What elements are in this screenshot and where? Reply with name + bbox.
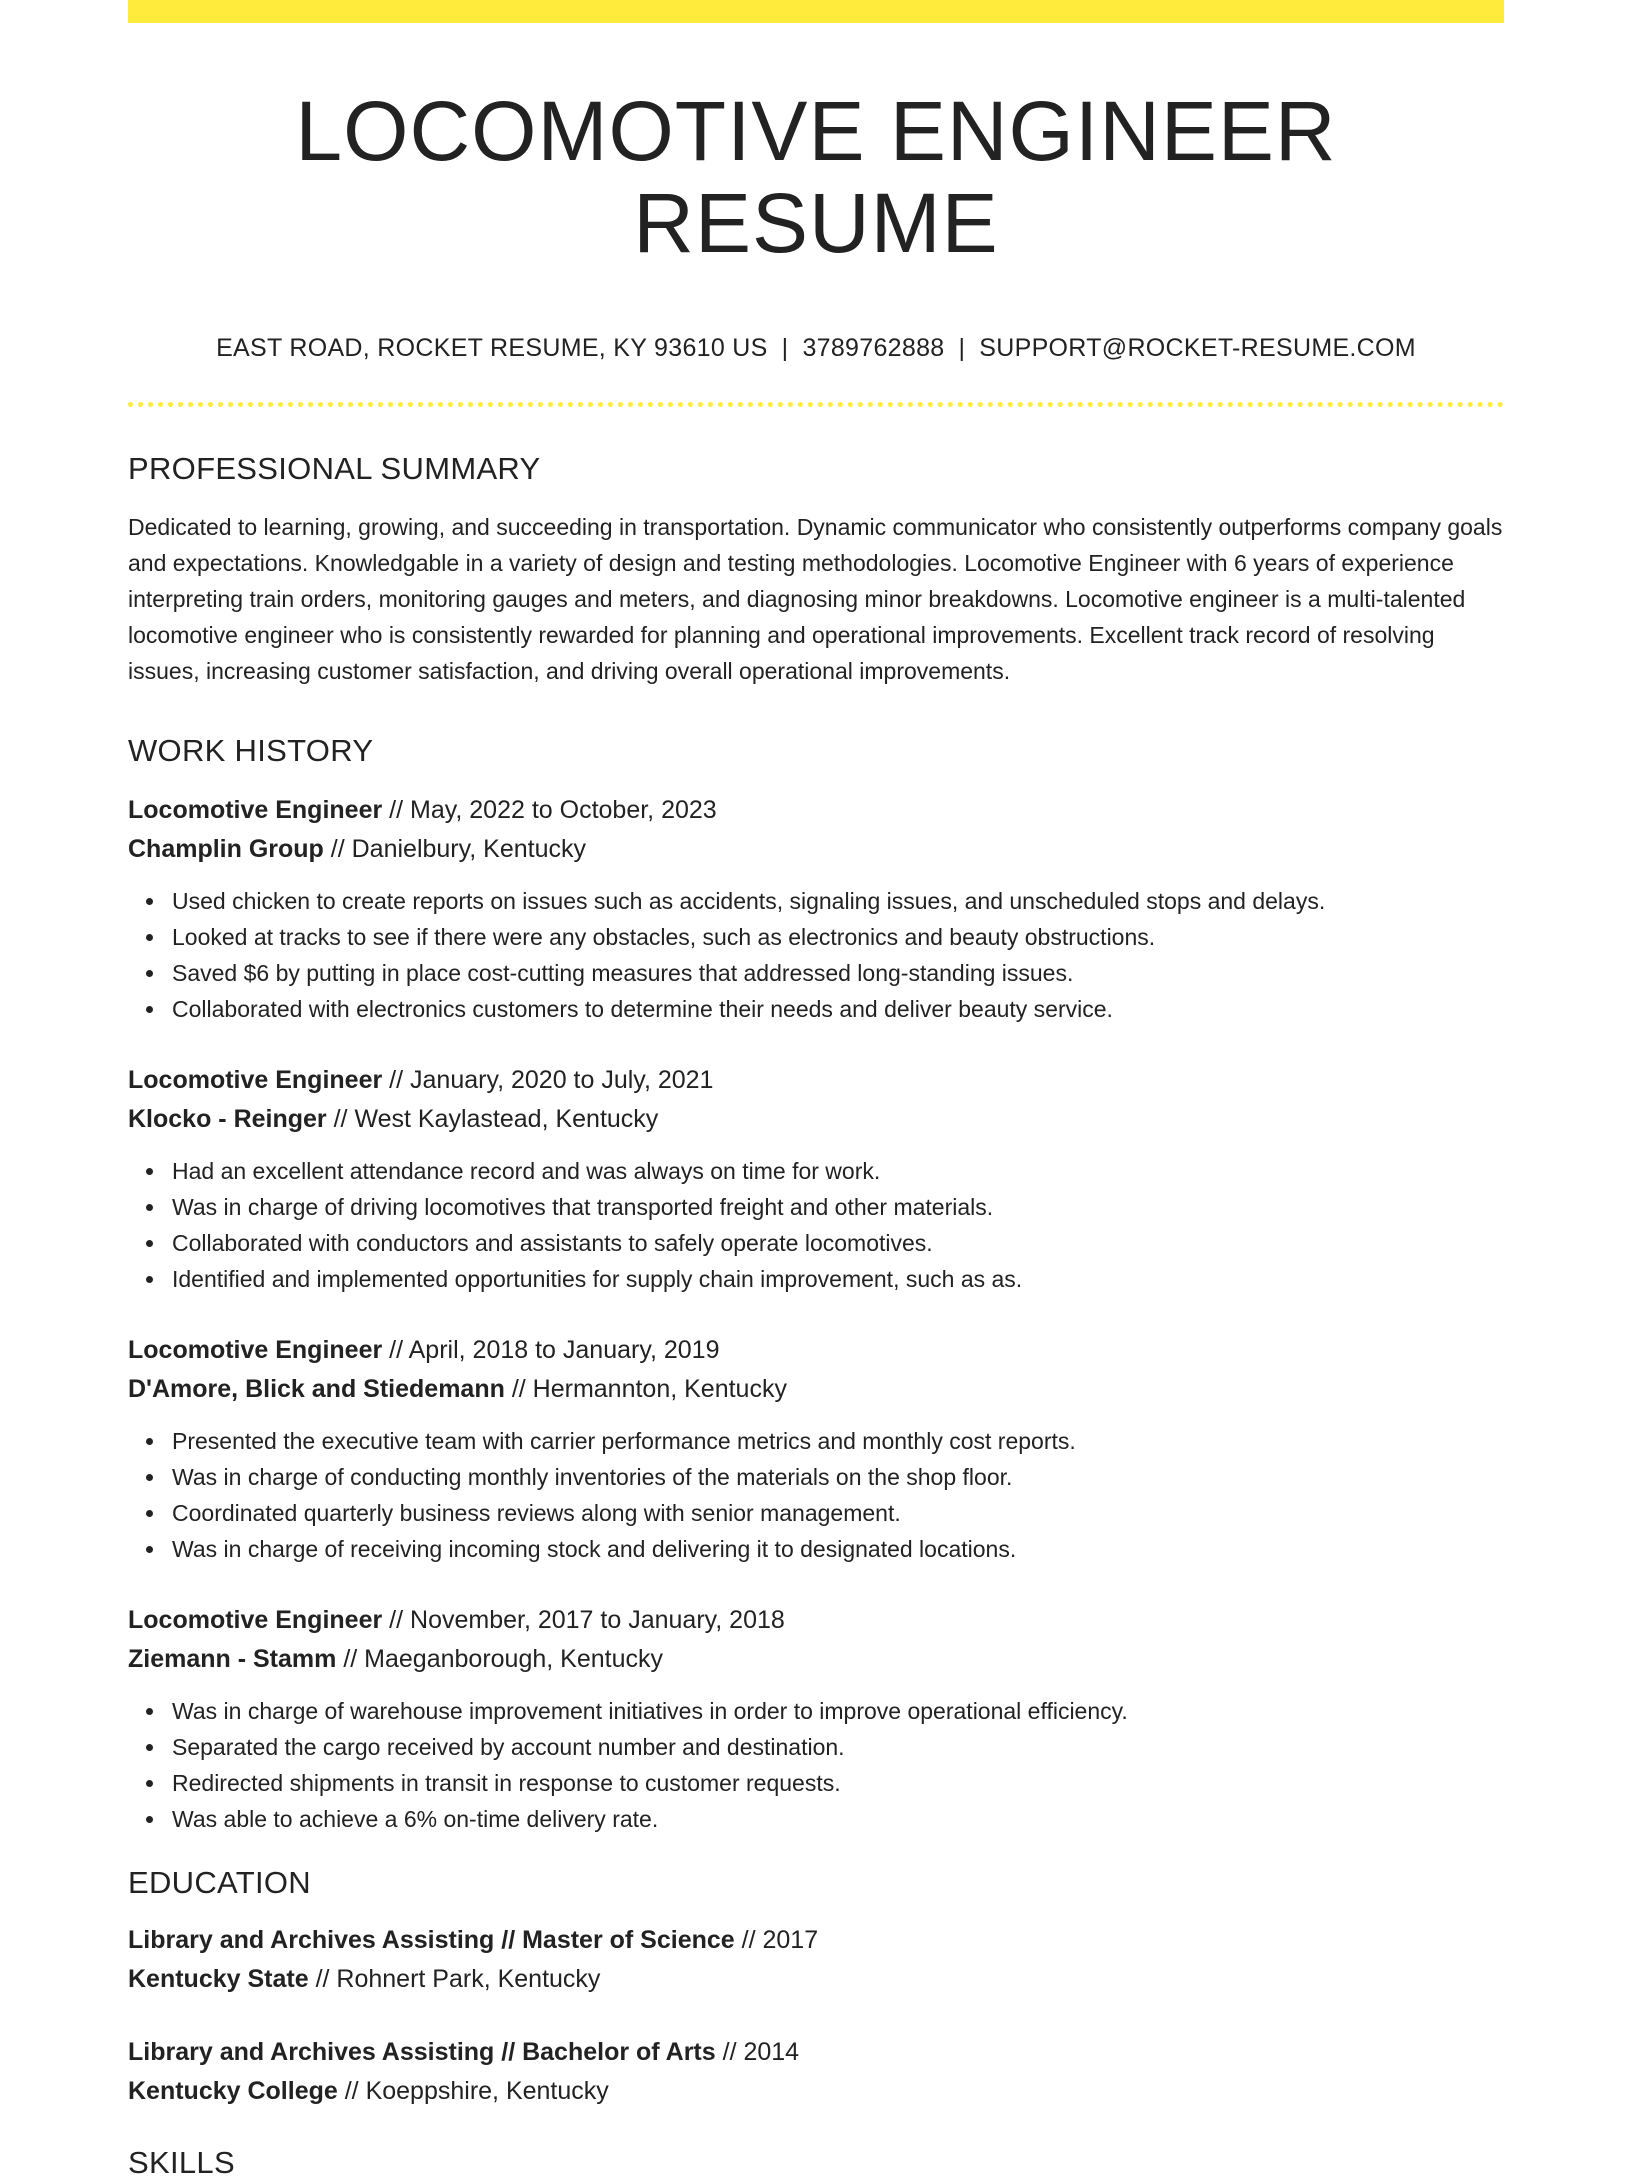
job-location: // Danielbury, Kentucky <box>330 834 586 863</box>
education-school: Kentucky College <box>128 2076 338 2105</box>
contact-phone: 3789762888 <box>802 333 945 362</box>
job-company-line <box>128 1370 1504 1409</box>
education-degree-line <box>128 2033 1504 2072</box>
list-item: Presented the executive team with carrier performance metrics and monthly cost reports. <box>172 1423 1504 1459</box>
job-entry <box>128 1331 1504 1567</box>
contact-separator: | <box>958 333 966 362</box>
list-item: Identified and implemented opportunities for supply chain improvement, such as as. <box>172 1261 1504 1297</box>
list-item: Used chicken to create reports on issues such as accidents, signaling issues, and unscheduled stops and delays. <box>172 883 1504 919</box>
list-item: Had an excellent attendance record and was always on time for work. <box>172 1153 1504 1189</box>
education-school-line <box>128 2072 1504 2111</box>
education-degree-line <box>128 1921 1504 1960</box>
education-entry <box>128 2033 1504 2111</box>
job-dates: // May, 2022 to October, 2023 <box>389 795 717 824</box>
job-location: // West Kaylastead, Kentucky <box>333 1104 659 1133</box>
contact-line <box>128 334 1504 363</box>
job-entry <box>128 1061 1504 1297</box>
education-year: // 2017 <box>741 1925 819 1954</box>
summary-heading: PROFESSIONAL SUMMARY <box>128 450 541 486</box>
job-role: Locomotive Engineer <box>128 795 383 824</box>
education-school-line <box>128 1960 1504 1999</box>
list-item: Was in charge of driving locomotives that transported freight and other materials. <box>172 1189 1504 1225</box>
job-company: Champlin Group <box>128 834 324 863</box>
job-company-line <box>128 1100 1504 1139</box>
job-location: // Hermannton, Kentucky <box>511 1374 787 1403</box>
resume-title: LOCOMOTIVE ENGINEER RESUME <box>295 84 1337 271</box>
job-role-line <box>128 1061 1504 1100</box>
job-bullets <box>128 1693 1504 1837</box>
education-location: // Rohnert Park, Kentucky <box>315 1964 601 1993</box>
contact-email: SUPPORT@ROCKET-RESUME.COM <box>979 333 1416 362</box>
education-entry <box>128 1921 1504 1999</box>
contact-address: EAST ROAD, ROCKET RESUME, KY 93610 US <box>216 333 768 362</box>
list-item: Was able to achieve a 6% on-time delivery rate. <box>172 1801 1504 1837</box>
education-location: // Koeppshire, Kentucky <box>344 2076 609 2105</box>
list-item: Redirected shipments in transit in response to customer requests. <box>172 1765 1504 1801</box>
job-location: // Maeganborough, Kentucky <box>343 1644 663 1673</box>
work-history-heading: WORK HISTORY <box>128 732 374 768</box>
list-item: Was in charge of warehouse improvement initiatives in order to improve operational efficiency. <box>172 1693 1504 1729</box>
job-company-line <box>128 1640 1504 1679</box>
job-company-line <box>128 830 1504 869</box>
job-company: D'Amore, Blick and Stiedemann <box>128 1374 505 1403</box>
job-company: Klocko - Reinger <box>128 1104 327 1133</box>
job-entry <box>128 1601 1504 1837</box>
job-role-line <box>128 1331 1504 1370</box>
job-role: Locomotive Engineer <box>128 1605 383 1634</box>
job-role-line <box>128 1601 1504 1640</box>
list-item: Collaborated with conductors and assistants to safely operate locomotives. <box>172 1225 1504 1261</box>
job-dates: // November, 2017 to January, 2018 <box>389 1605 785 1634</box>
top-accent-bar <box>128 0 1504 23</box>
job-role: Locomotive Engineer <box>128 1335 383 1364</box>
job-role: Locomotive Engineer <box>128 1065 383 1094</box>
list-item: Looked at tracks to see if there were any obstacles, such as electronics and beauty obstructions. <box>172 919 1504 955</box>
resume-page <box>128 0 1504 2181</box>
job-company: Ziemann - Stamm <box>128 1644 337 1673</box>
list-item: Saved $6 by putting in place cost-cutting measures that addressed long-standing issues. <box>172 955 1504 991</box>
job-role-line <box>128 791 1504 830</box>
skills-heading: SKILLS <box>128 2144 235 2180</box>
education-degree: Library and Archives Assisting // Master of Science <box>128 1925 735 1954</box>
list-item: Collaborated with electronics customers to determine their needs and deliver beauty service. <box>172 991 1504 1027</box>
contact-separator: | <box>781 333 789 362</box>
education-degree: Library and Archives Assisting // Bachelor of Arts <box>128 2037 716 2066</box>
list-item: Was in charge of receiving incoming stock and delivering it to designated locations. <box>172 1531 1504 1567</box>
dotted-divider <box>128 402 1504 407</box>
job-bullets <box>128 1423 1504 1567</box>
education-school: Kentucky State <box>128 1964 309 1993</box>
education-heading: EDUCATION <box>128 1864 311 1900</box>
job-dates: // January, 2020 to July, 2021 <box>389 1065 714 1094</box>
job-dates: // April, 2018 to January, 2019 <box>389 1335 720 1364</box>
job-entry <box>128 791 1504 1027</box>
job-bullets <box>128 883 1504 1027</box>
job-bullets <box>128 1153 1504 1297</box>
list-item: Was in charge of conducting monthly inventories of the materials on the shop floor. <box>172 1459 1504 1495</box>
list-item: Separated the cargo received by account number and destination. <box>172 1729 1504 1765</box>
education-year: // 2014 <box>722 2037 800 2066</box>
summary-text: Dedicated to learning, growing, and succeeding in transportation. Dynamic communicator who consistently outperforms company goals and expectations. Knowledgable in a variety of design and testing methodologies. Locomotive Engineer with 6 years of experience interpreting train orders, monitoring gauges and meters, and diagnosing minor breakdowns. Locomotive engineer is a multi-talented locomotive engineer who is consistently rewarded for planning and operational improvements. Excellent track record of resolving issues, increasing customer satisfaction, and driving overall operational improvements. <box>128 513 1503 684</box>
list-item: Coordinated quarterly business reviews along with senior management. <box>172 1495 1504 1531</box>
